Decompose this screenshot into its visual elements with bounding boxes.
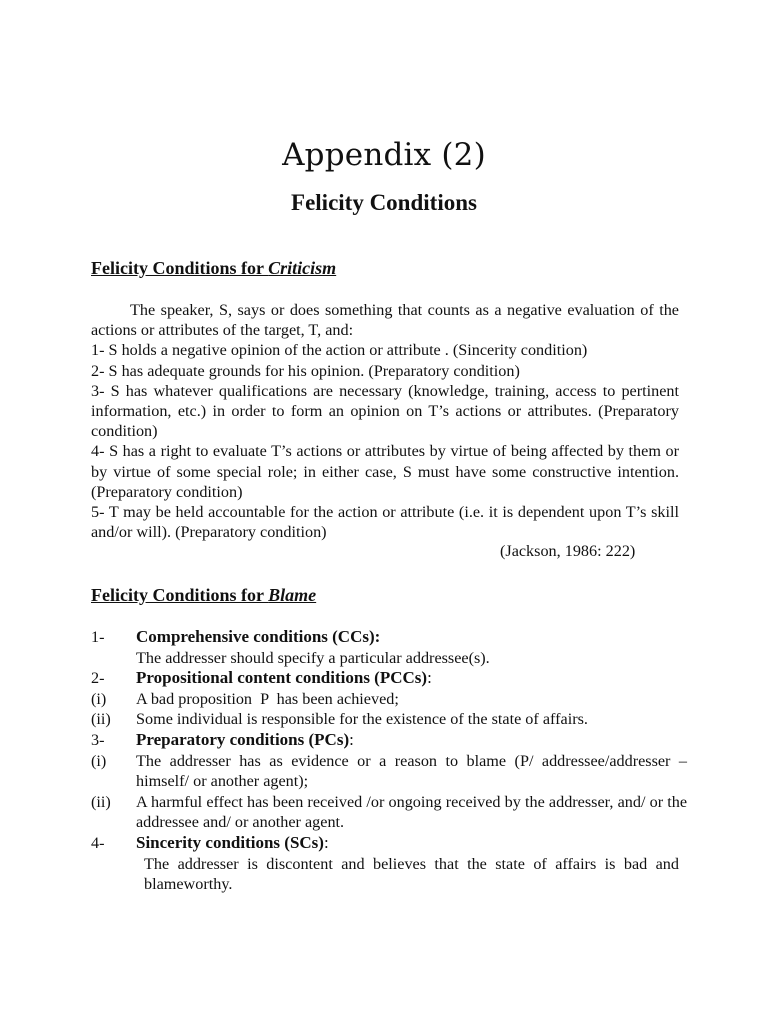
row-number: 2- [91, 669, 105, 688]
row-text [136, 730, 687, 751]
blame-row [91, 751, 687, 792]
row-number: (i) [91, 689, 107, 708]
criticism-intro: The speaker, S, says or does something that counts as a negative evaluation of the actions or attributes of the target, T, and: [91, 301, 679, 340]
blame-row [91, 854, 687, 895]
row-text-suffix: : [323, 832, 329, 852]
row-text-main: Sincerity conditions (SCs) [136, 832, 324, 852]
blame-row [91, 689, 687, 710]
criticism-citation: (Jackson, 1986: 222) [500, 542, 636, 560]
row-number: 1- [91, 628, 105, 646]
blame-row [91, 709, 687, 730]
criticism-heading [91, 258, 336, 279]
row-text-main: Preparatory conditions (PCs) [136, 729, 350, 749]
row-text-suffix: : [349, 729, 354, 749]
criticism-item-4: 4- S has a right to evaluate T’s actions or attributes by virtue of being affected by them or by virtue of some special role; in either case, S must have some constructive intention. (Preparatory condition) [91, 442, 679, 501]
blame-row [91, 792, 687, 833]
row-text: The addresser has as evidence or a reason to blame (P/ addressee/addresser –himself/ or another agent); [136, 751, 687, 791]
row-text [136, 668, 687, 689]
row-number: 4- [91, 833, 105, 852]
criticism-item-5: 5- T may be held accountable for the action or attribute (i.e. it is dependent upon T’s skill and/or will). (Preparatory condition) [91, 503, 679, 542]
criticism-item-1: 1- S holds a negative opinion of the action or attribute . (Sincerity condition) [91, 341, 588, 360]
criticism-body [91, 300, 679, 542]
blame-list [91, 627, 687, 895]
page-title: Appendix (2) [282, 137, 486, 173]
criticism-heading-prefix: Felicity Conditions for [91, 258, 269, 278]
page-subtitle: Felicity Conditions [291, 190, 477, 215]
blame-row [91, 668, 687, 689]
blame-heading-prefix: Felicity Conditions for [91, 585, 269, 605]
row-text: The addresser should specify a particular addressee(s). [136, 648, 490, 667]
row-text: Comprehensive conditions (CCs): [136, 627, 381, 646]
row-text: A bad proposition P has been achieved; [136, 689, 399, 708]
row-number: (i) [91, 751, 107, 770]
row-text [136, 833, 687, 854]
blame-heading [91, 585, 316, 606]
blame-row [91, 627, 687, 648]
row-text: Some individual is responsible for the existence of the state of affairs. [136, 710, 588, 729]
blame-heading-term: Blame [268, 585, 317, 605]
blame-row [91, 648, 687, 669]
row-number: (ii) [91, 710, 111, 729]
row-text-main: Propositional content conditions (PCCs) [136, 668, 428, 688]
row-text: The addresser is discontent and believes that the state of affairs is bad and blameworthy. [144, 854, 679, 894]
criticism-heading-term: Criticism [268, 258, 337, 278]
blame-row [91, 730, 687, 751]
blame-row [91, 833, 687, 854]
criticism-item-2: 2- S has adequate grounds for his opinion. (Preparatory condition) [91, 361, 520, 380]
row-number: (ii) [91, 792, 111, 811]
row-text: A harmful effect has been received /or ongoing received by the addresser, and/ or the addressee and/ or another agent. [136, 792, 687, 832]
row-text-suffix: : [427, 668, 432, 688]
criticism-item-3: 3- S has whatever qualifications are necessary (knowledge, training, access to pertinent information, etc.) in order to form an opinion on T’s actions or attributes. (Preparatory condition) [91, 381, 679, 441]
row-number: 3- [91, 730, 105, 749]
